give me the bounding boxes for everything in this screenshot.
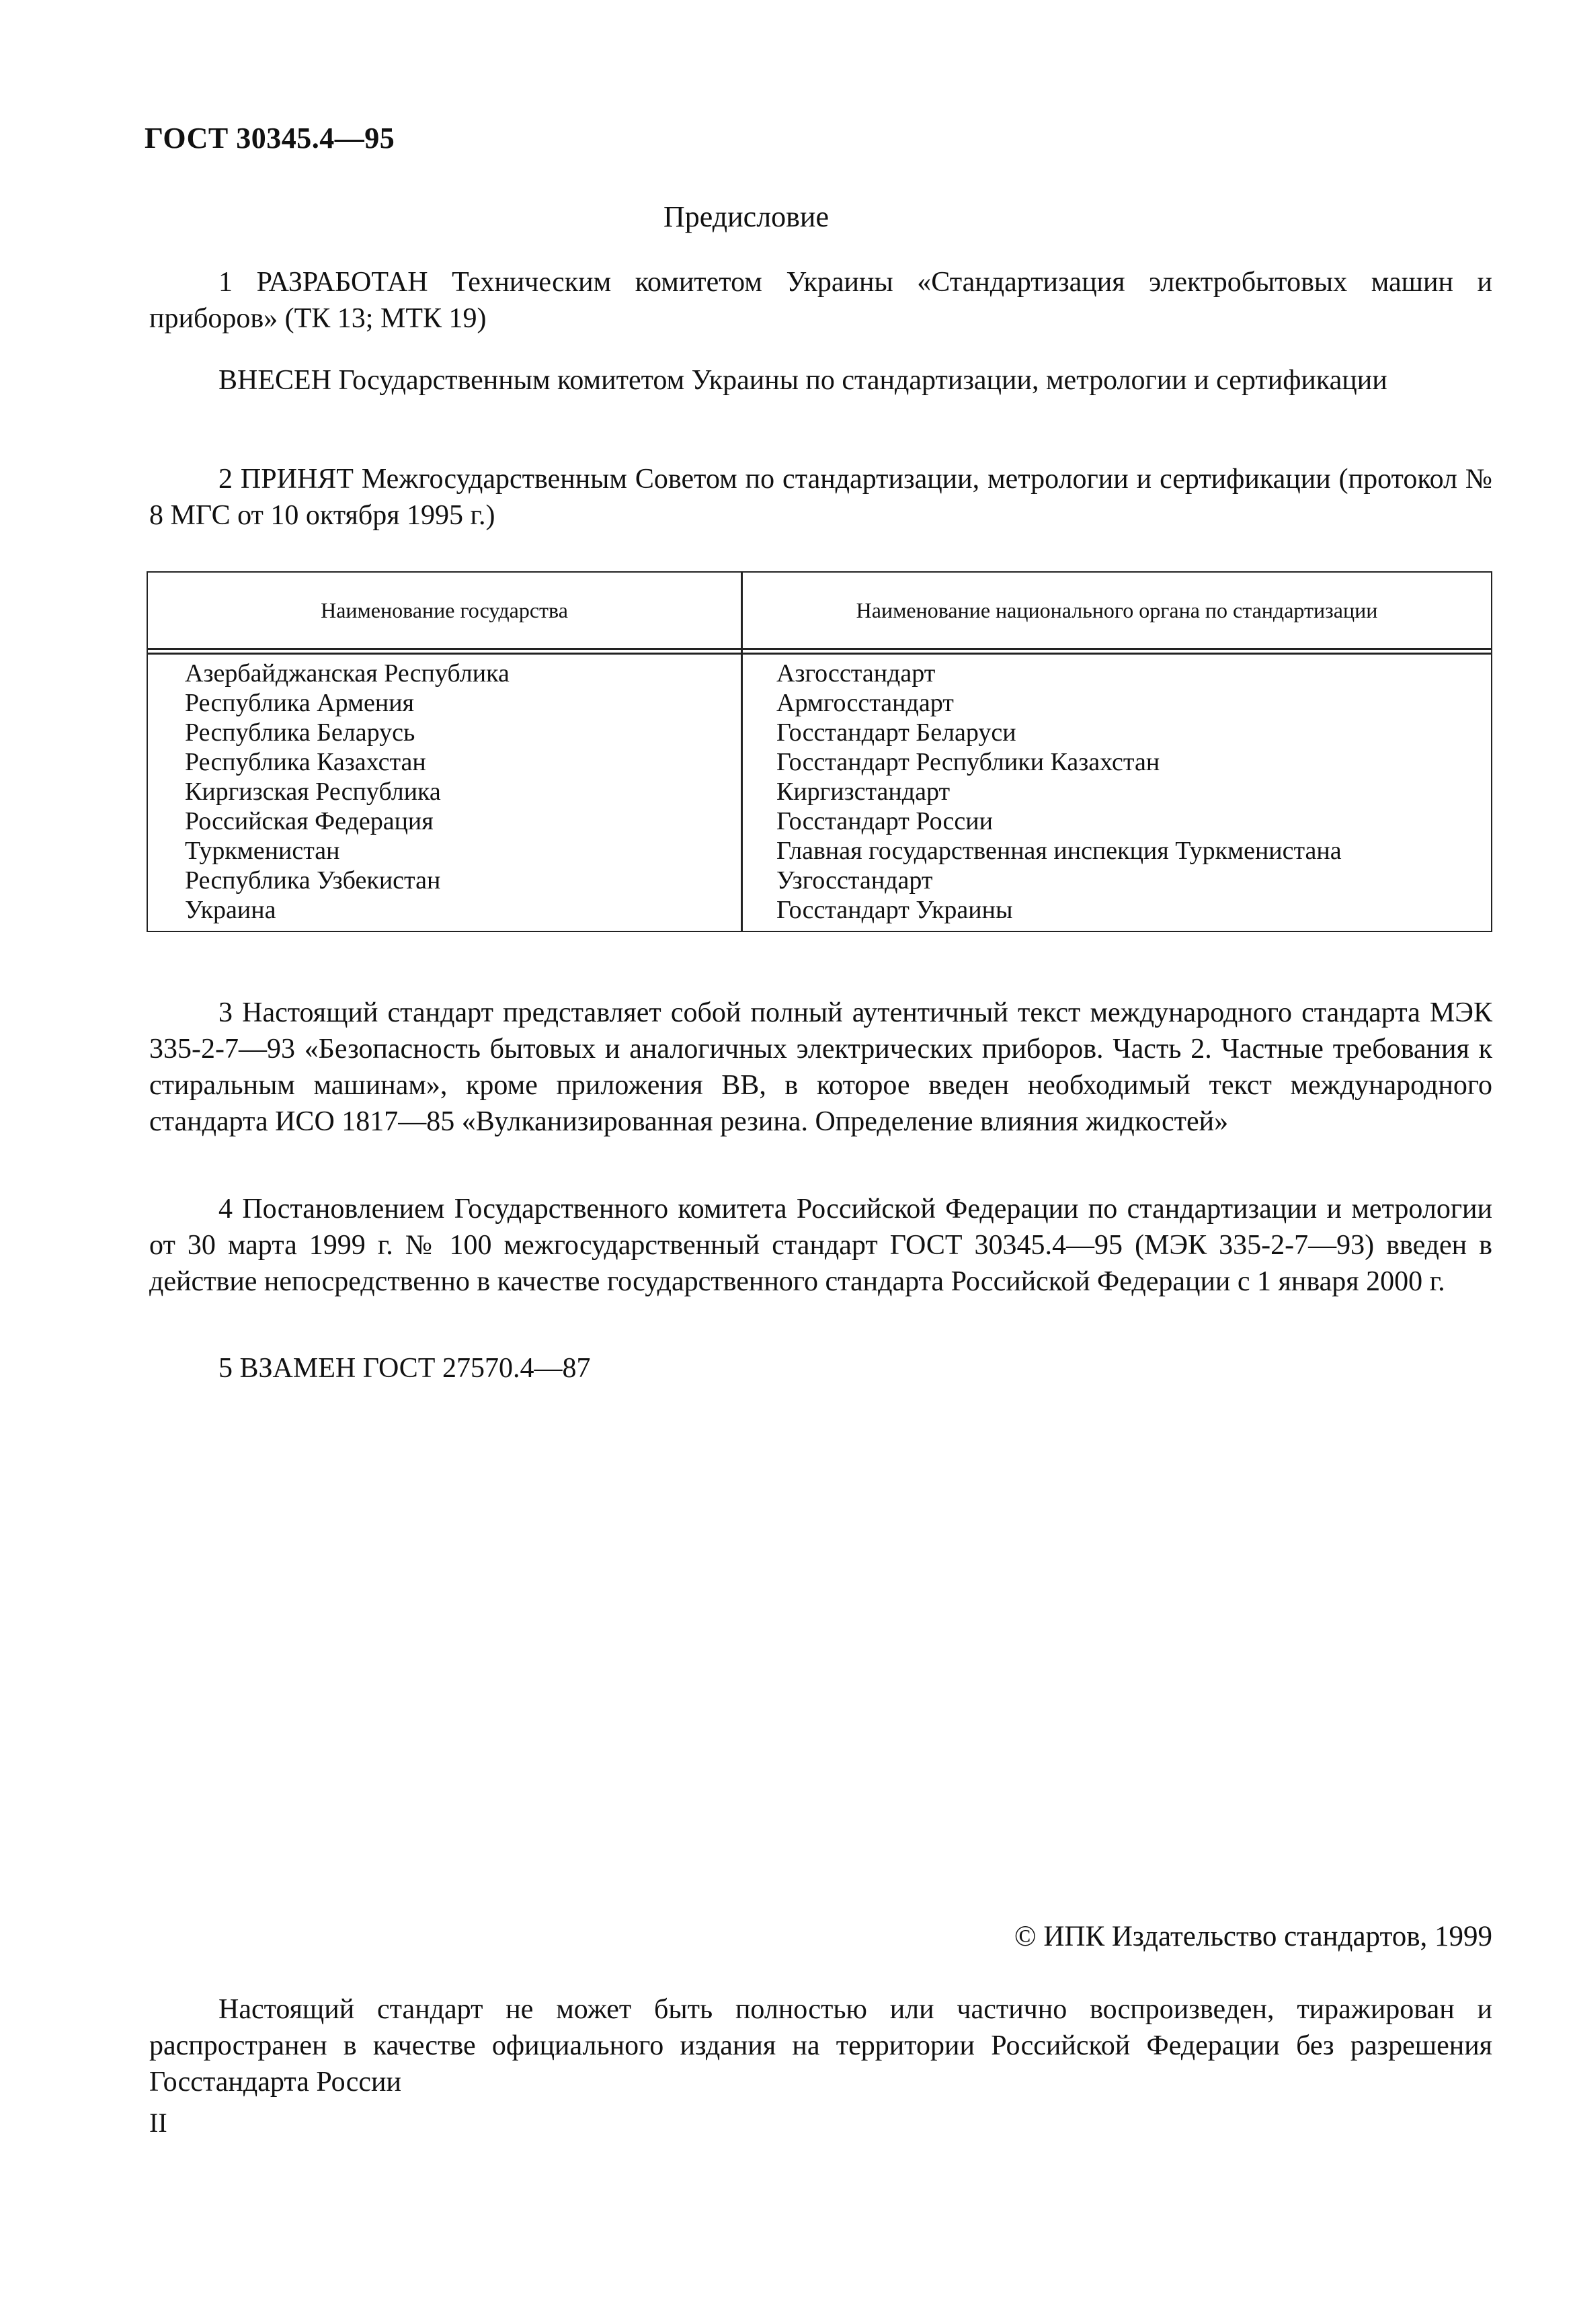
table-cell-state: Республика Армения <box>185 689 415 717</box>
paragraph-resolution: 4 Постановлением Государственного комитета Российской Федерации по стандартизации и метрологии от 30 марта 1999 г. № 100 межгосударственный стандарт ГОСТ 30345.4—95 (МЭК 335-2-7—93) введен в действие непосредственно в качестве государственного стандарта Российской Федерации с 1 января 2000 г. <box>149 1194 1492 1297</box>
paragraph-developed: 1 РАЗРАБОТАН Техническим комитетом Украины «Стандартизация электробытовых машин и приборов» (ТК 13; МТК 19) <box>149 267 1492 334</box>
table-cell-state: Украина <box>185 896 276 924</box>
table-header-state: Наименование государства <box>321 598 568 622</box>
paragraph-standard-text: 3 Настоящий стандарт представляет собой полный аутентичный текст международного стандарта МЭК 335-2-7—93 «Безопасность бытовых и аналогичных электрических приборов. Часть 2. Частные требования к стиральным машинам», кроме приложения ВВ, в которое введен необходимый текст международного стандарта ИСО 1817—85 «Вулканизированная резина. Определение влияния жидкостей» <box>149 997 1492 1137</box>
table-cell-national-body: Госстандарт Республики Казахстан <box>776 748 1160 776</box>
copyright-notice: © ИПК Издательство стандартов, 1999 <box>1014 1921 1492 1952</box>
table-header-divider <box>148 648 1491 650</box>
table-cell-state: Российская Федерация <box>185 807 434 835</box>
paragraph-introduced: ВНЕСЕН Государственным комитетом Украины по стандартизации, метрологии и сертификации <box>218 365 1387 396</box>
table-cell-national-body: Азгосстандарт <box>776 659 936 688</box>
paragraph-adopted: 2 ПРИНЯТ Межгосударственным Советом по стандартизации, метрологии и сертификации (протокол № 8 МГС от 10 октября 1995 г.) <box>149 464 1492 531</box>
table-cell-national-body: Госстандарт Украины <box>776 896 1013 924</box>
table-cell-state: Азербайджанская Республика <box>185 659 510 688</box>
states-table <box>147 571 1492 932</box>
table-cell-national-body: Главная государственная инспекция Туркменистана <box>776 837 1342 865</box>
table-header-divider-double <box>148 653 1491 655</box>
table-cell-national-body: Госстандарт России <box>776 807 993 835</box>
section-title: Предисловие <box>663 200 829 233</box>
national-bodies-column <box>776 659 1342 925</box>
document-code: ГОСТ 30345.4—95 <box>145 122 395 155</box>
table-cell-state: Республика Беларусь <box>185 718 415 747</box>
table-cell-national-body: Госстандарт Беларуси <box>776 718 1016 747</box>
page-number: II <box>149 2108 167 2138</box>
table-cell-national-body: Армгосстандарт <box>776 689 954 717</box>
table-cell-national-body: Узгосстандарт <box>776 866 933 895</box>
table-cell-state: Киргизская Республика <box>185 778 441 806</box>
table-cell-national-body: Киргизстандарт <box>776 778 951 806</box>
table-cell-state: Республика Казахстан <box>185 748 426 776</box>
states-column <box>185 659 510 925</box>
paragraph-replaces: 5 ВЗАМЕН ГОСТ 27570.4—87 <box>218 1353 591 1384</box>
reproduction-notice: Настоящий стандарт не может быть полностью или частично воспроизведен, тиражирован и распространен в качестве официального издания на территории Российской Федерации без разрешения Госстандарта России <box>149 1994 1492 2098</box>
table-cell-state: Туркменистан <box>185 837 340 865</box>
table-header-national-body: Наименование национального органа по стандартизации <box>856 598 1378 622</box>
table-cell-state: Республика Узбекистан <box>185 866 441 895</box>
